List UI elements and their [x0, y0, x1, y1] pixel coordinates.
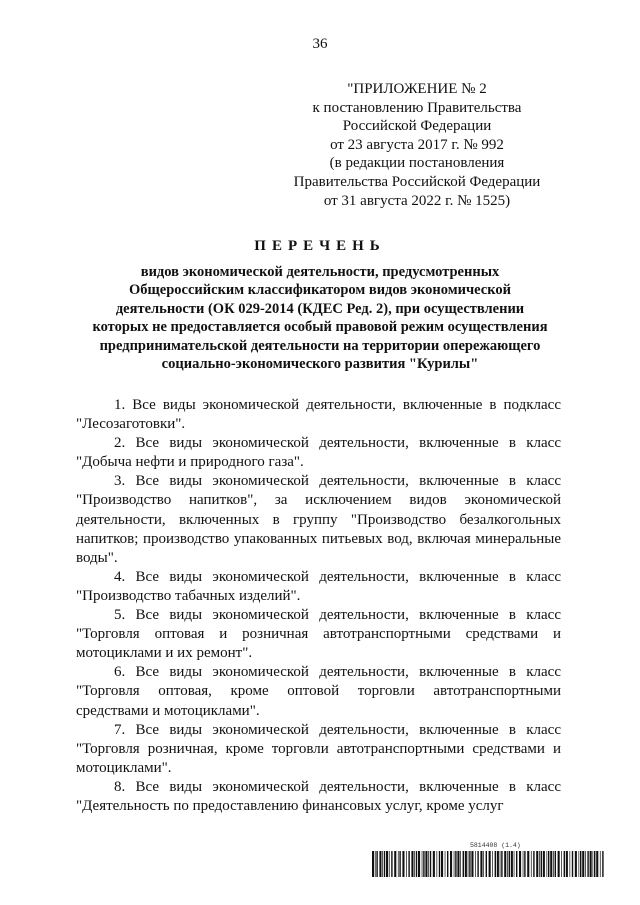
- document-subtitle: [60, 263, 580, 373]
- subtitle-line: предпринимательской деятельности на территории опережающего: [99, 337, 541, 354]
- list-item: 2. Все виды экономической деятельности, включенные в класс "Добыча нефти и природного газа".: [76, 435, 561, 471]
- list-item: 1. Все виды экономической деятельности, включенные в подкласс "Лесозаготовки".: [76, 397, 561, 433]
- subtitle-line: которых не предоставляется особый правовой режим осуществления: [92, 319, 548, 336]
- appendix-line: к постановлению Правительства: [312, 99, 522, 116]
- list-item: 3. Все виды экономической деятельности, включенные в класс "Производство напитков", за исключением видов экономической деятельности, включенных в группу "Производство безалкогольных напитков; производство упакованных питьевых вод, включая минеральные воды".: [76, 473, 561, 566]
- list-item: 8. Все виды экономической деятельности, включенные в класс "Деятельность по предоставлению финансовых услуг, кроме услуг: [76, 778, 561, 814]
- appendix-line: от 31 августа 2022 г. № 1525): [323, 192, 511, 209]
- document-code: 5814408 (1.4): [470, 842, 521, 849]
- list-item: 4. Все виды экономической деятельности, включенные в класс "Производство табачных изделий".: [76, 568, 561, 604]
- barcode-image: [372, 851, 604, 877]
- subtitle-line: видов экономической деятельности, предусмотренных: [140, 264, 500, 280]
- appendix-line: Российской Федерации: [342, 118, 492, 135]
- activity-list: [76, 396, 561, 816]
- list-item: 7. Все виды экономической деятельности, включенные в класс "Торговля розничная, кроме торговли автотранспортными средствами и мотоциклами".: [76, 721, 561, 776]
- list-item: 5. Все виды экономической деятельности, включенные в класс "Торговля оптовая и розничная автотранспортными средствами и мотоциклами и их ремонт".: [76, 607, 561, 662]
- appendix-line: "ПРИЛОЖЕНИЕ № 2: [347, 81, 487, 97]
- list-item: 6. Все виды экономической деятельности, включенные в класс "Торговля оптовая, кроме оптовой торговли автотранспортными средствами и мотоциклами".: [76, 664, 561, 719]
- subtitle-line: деятельности (ОК 029-2014 (КДЕС Ред. 2), при осуществлении: [115, 300, 525, 317]
- subtitle-line: Общероссийским классификатором видов экономической: [129, 282, 511, 299]
- document-title: ПЕРЕЧЕНЬ: [254, 238, 386, 254]
- page-number: 36: [312, 36, 328, 52]
- appendix-header: [250, 80, 584, 210]
- appendix-line: (в редакции постановления: [329, 155, 505, 172]
- subtitle-line: социально-экономического развития "Курилы": [161, 356, 479, 373]
- appendix-line: Правительства Российской Федерации: [293, 173, 541, 190]
- appendix-line: от 23 августа 2017 г. № 992: [330, 136, 504, 153]
